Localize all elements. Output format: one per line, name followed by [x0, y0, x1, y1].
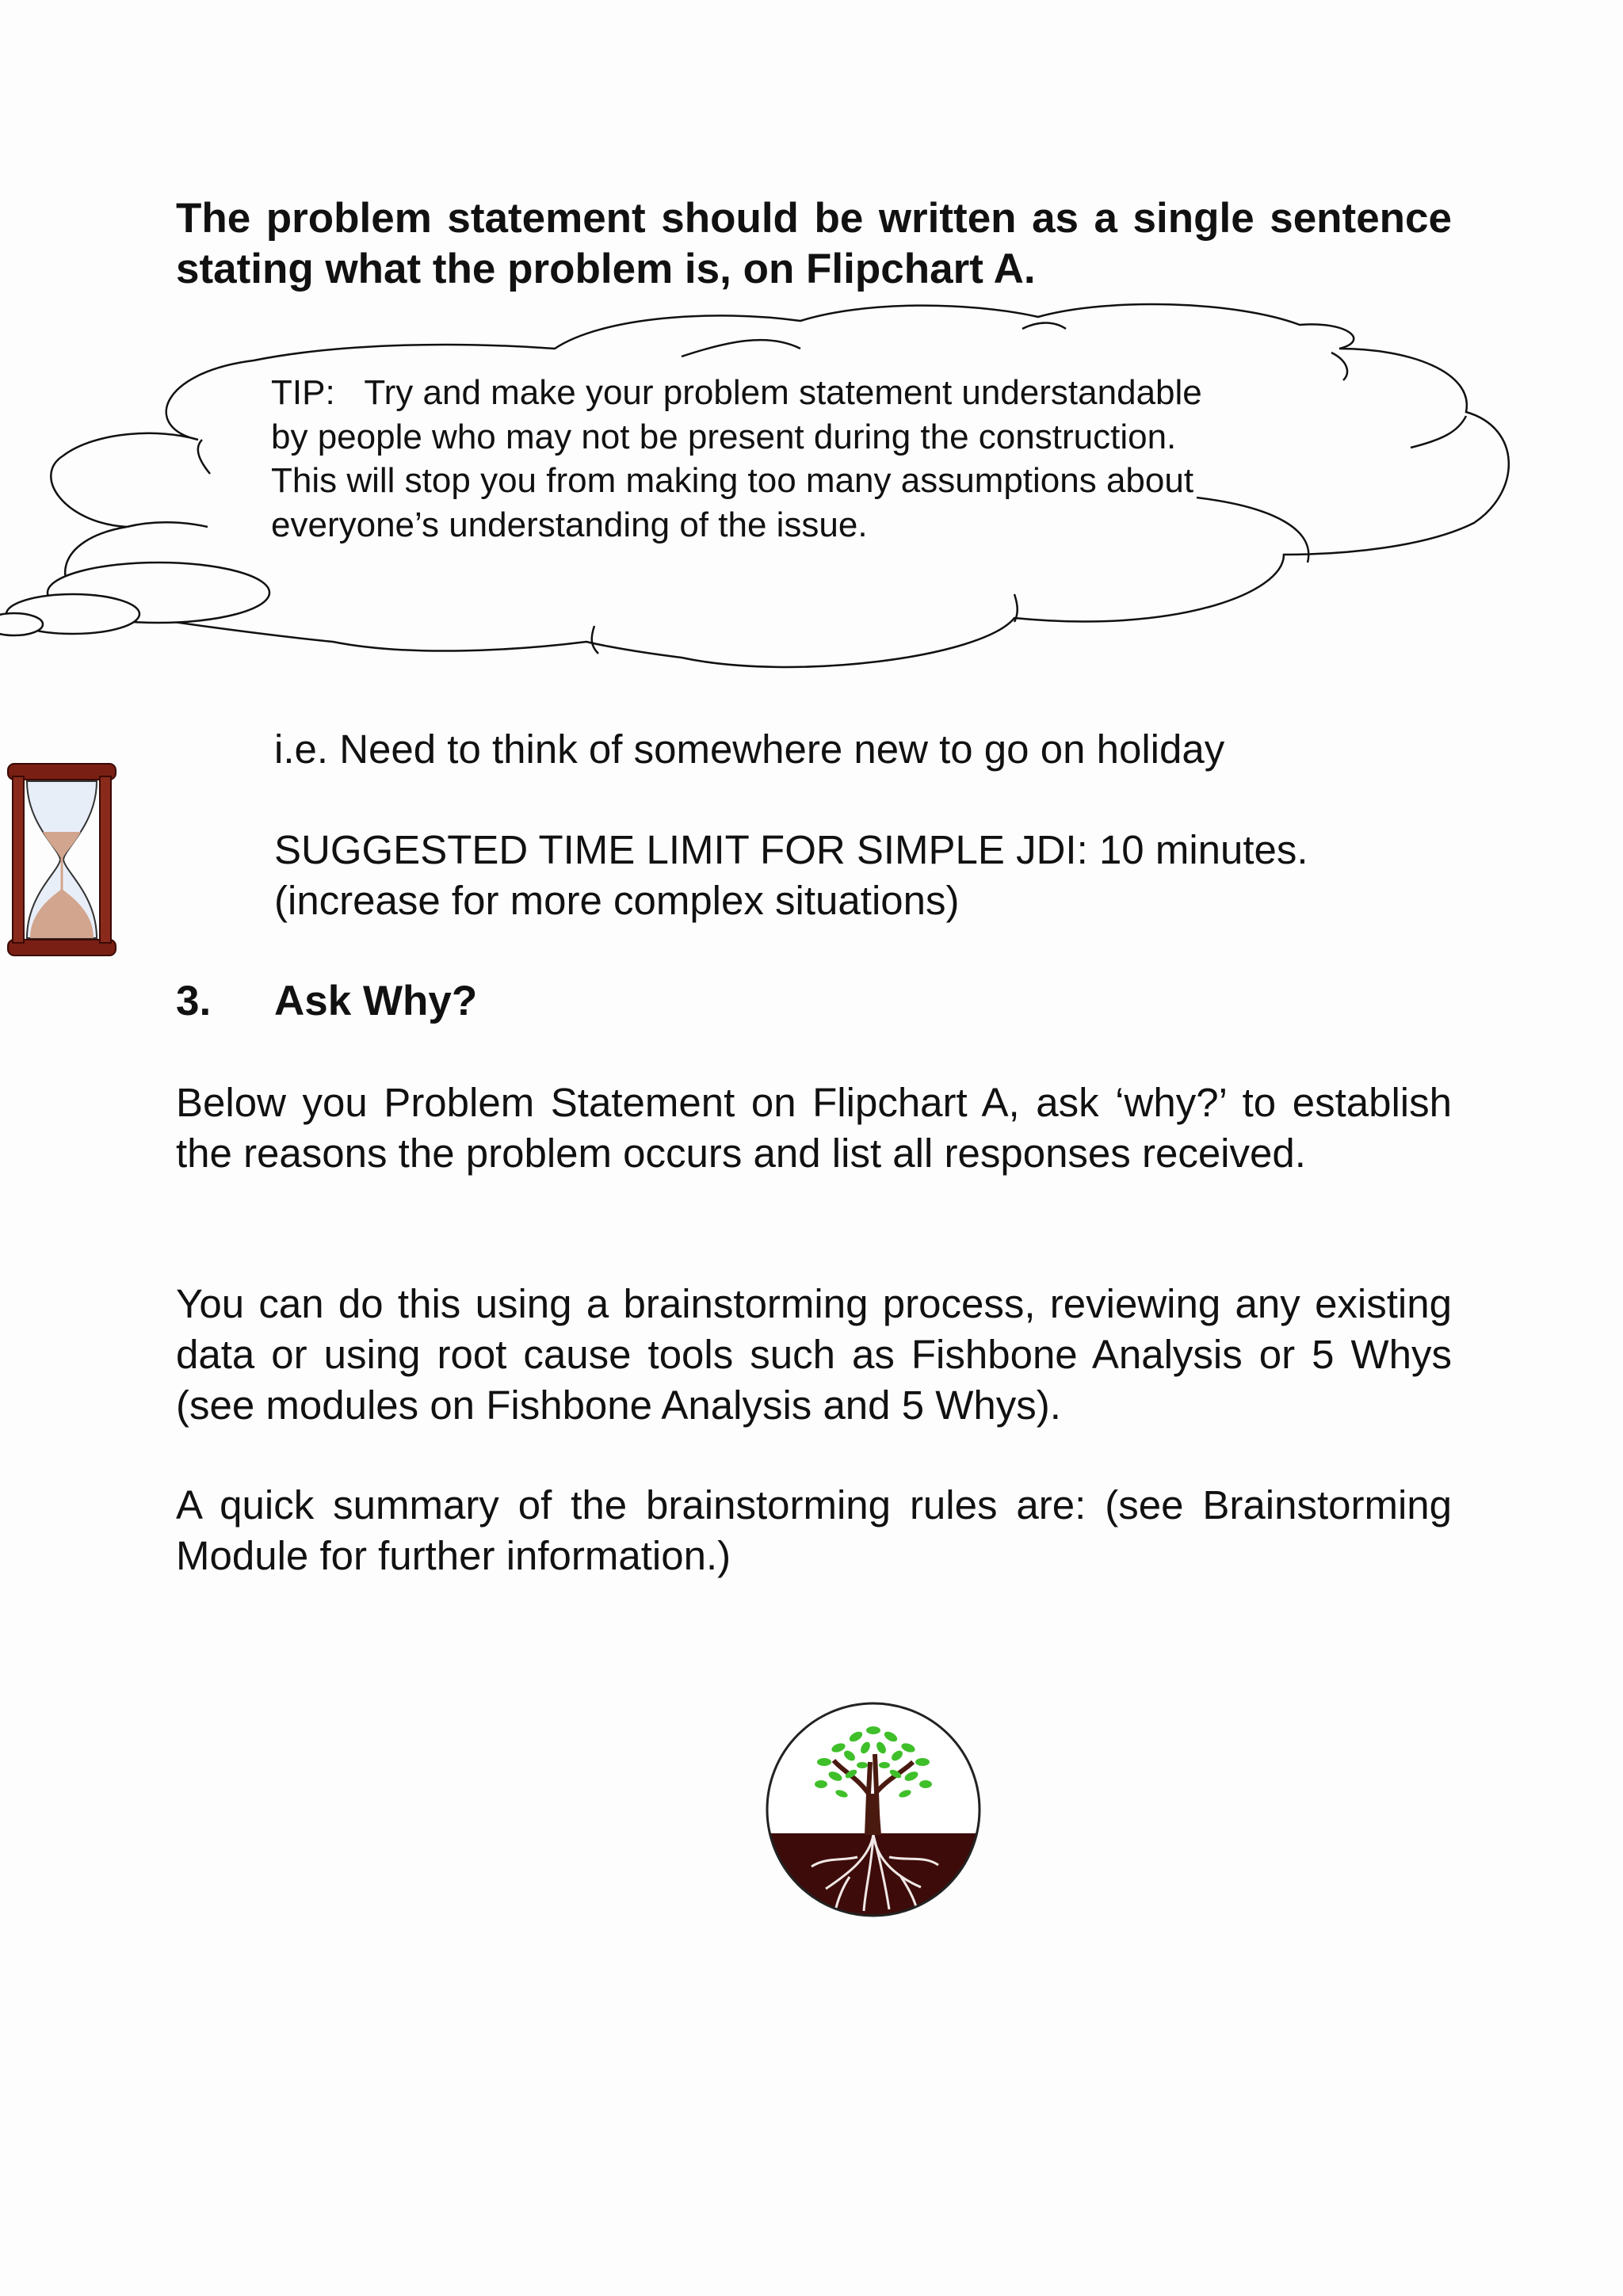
- section-number: 3.: [176, 978, 212, 1024]
- tree-logo-icon: [762, 1699, 984, 1920]
- section-heading: [176, 976, 477, 1027]
- tip-label: TIP:: [271, 373, 335, 412]
- paragraph-summary: A quick summary of the brainstorming rules are: (see Brainstorming Module for further information.): [176, 1482, 1452, 1578]
- example-statement: i.e. Need to think of somewhere new to go on holiday: [274, 727, 1225, 772]
- time-limit-note: [274, 825, 1495, 926]
- tip-body: Try and make your problem statement understandable by people who may not be present during the construction. This will stop you from making too many assumptions about everyone’s understanding of the issue.: [271, 373, 1202, 544]
- paragraph-brainstorming: You can do this using a brainstorming process, reviewing any existing data or using root cause tools such as Fishbone Analysis or 5 Whys (see modules on Fishbone Analysis and 5 Whys).: [176, 1281, 1452, 1428]
- time-limit-line: SUGGESTED TIME LIMIT FOR SIMPLE JDI: 10 minutes.: [274, 827, 1308, 872]
- problem-statement-instruction: The problem statement should be written as a single sentence stating what the problem is, on Flipchart A.: [176, 195, 1452, 292]
- time-limit-subline: (increase for more complex situations): [274, 878, 960, 923]
- section-title: Ask Why?: [274, 978, 478, 1024]
- tip-text: [271, 371, 1238, 547]
- paragraph-ask-why: Below you Problem Statement on Flipchart A, ask ‘why?’ to establish the reasons the problem occurs and list all responses received.: [176, 1080, 1452, 1176]
- hourglass-icon: [6, 761, 117, 959]
- thought-bubble-small: [0, 613, 43, 635]
